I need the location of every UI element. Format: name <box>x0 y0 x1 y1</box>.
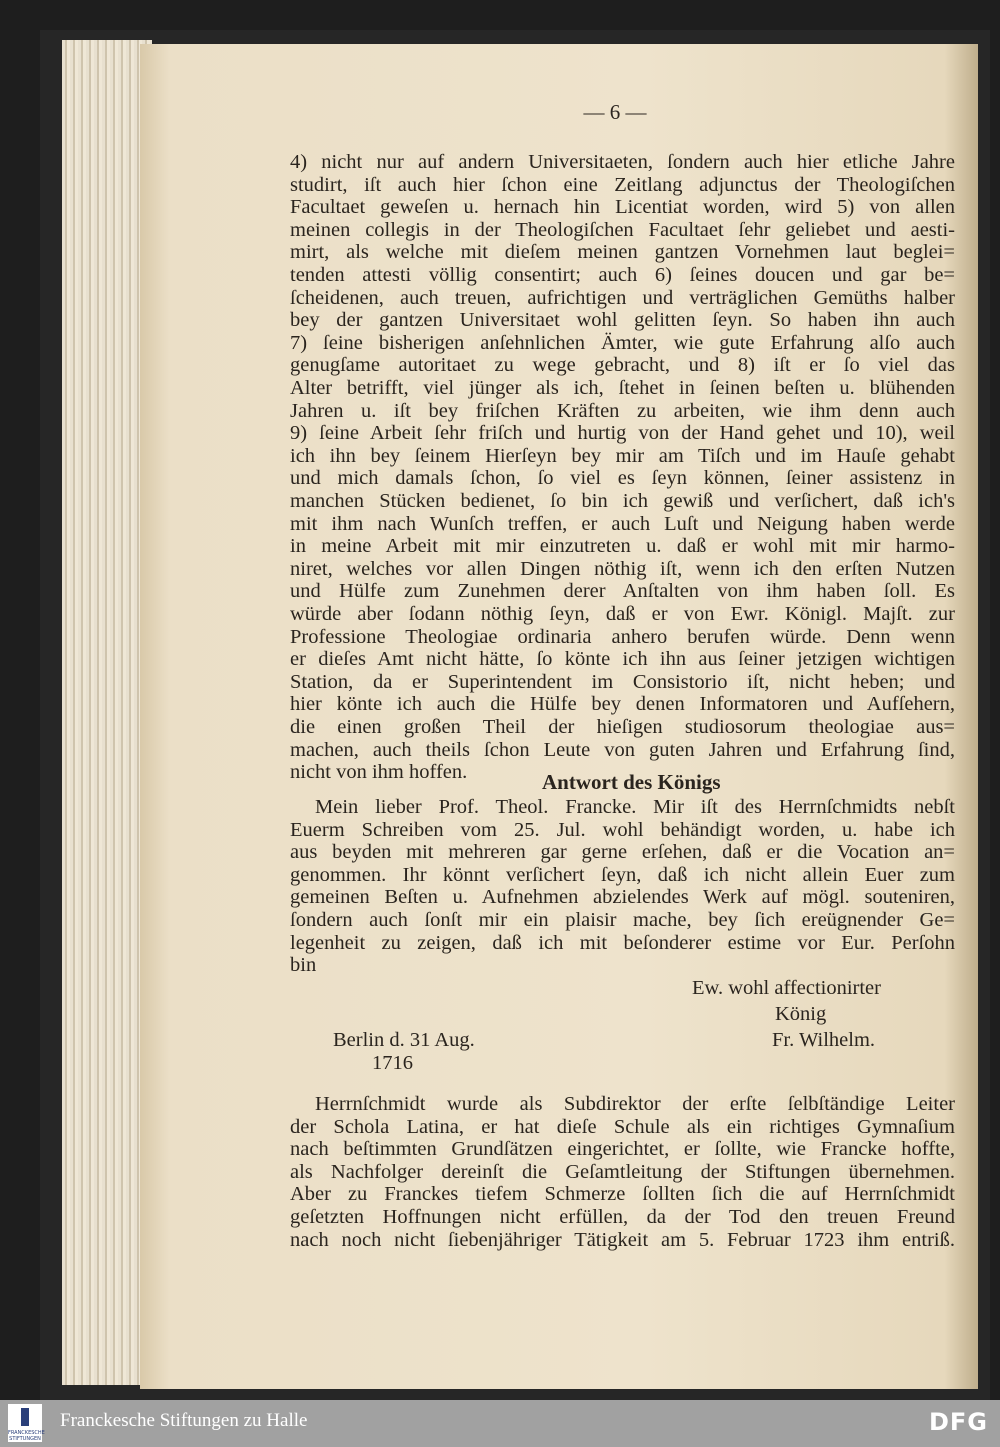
text-line: meinen collegis in der Theologiſchen Facultaet ſehr geliebet und aesti- <box>290 218 955 241</box>
dfg-logo[interactable]: DFG <box>928 1408 988 1436</box>
text-line: mit ihm nach Wunſch treffen, er auch Luſt und Neigung haben werde <box>290 512 955 535</box>
closing-title: König <box>775 1003 827 1025</box>
text-line: hier könte ich auch die Hülfe bey denen Informatoren und Aufſehern, <box>290 693 955 716</box>
text-line: Station, da er Superintendent im Consistorio iſt, nicht heben; und <box>290 670 955 693</box>
text-line: Professione Theologiae ordinaria anhero berufen würde. Denn wenn <box>290 625 955 648</box>
viewer-footer <box>0 1400 1000 1447</box>
text-line: die einen großen Theil der hieſigen studiosorum theologiae aus= <box>290 716 955 738</box>
text-line: würde aber ſodann nöthig ſeyn, daß er von Ewr. Königl. Majſt. zur <box>290 603 955 625</box>
text-line: geſetzten Hoffnungen nicht erfüllen, da der Tod den treuen Freund <box>290 1206 955 1228</box>
signature: Fr. Wilhelm. <box>772 1029 876 1051</box>
text-line: bey der gantzen Universitaet wohl gelitten ſeyn. So haben ihn auch <box>290 309 955 332</box>
page-edges <box>62 40 152 1385</box>
page-number: — 6 — <box>583 100 647 124</box>
text-line: er dieſes Amt nicht hätte, ſo könte ich ihn aus ſeiner jetzigen wichtigen <box>290 648 955 671</box>
text-line: und Hülfe zum Zunehmen derer Anſtalten von ihm haben ſoll. Es <box>290 580 955 603</box>
text-line: Mein lieber Prof. Theol. Francke. Mir iſt des Herrnſchmidts nebſt <box>315 796 955 818</box>
text-line: aus beyden mit mehreren gar gerne erſehen, daß er die Vocation an= <box>290 841 955 864</box>
text-line: 7) ſeine bisherigen anſehnlichen Ämter, wie gute Erfahrung alſo auch <box>290 331 955 354</box>
text-line: Herrnſchmidt wurde als Subdirektor der erſte ſelbſtändige Leiter <box>315 1093 955 1115</box>
text-line: genugſame autoritaet zu wege gebracht, und 8) iſt er ſo viel das <box>290 354 955 377</box>
text-line: manchen Stücken bedienet, ſo bin ich gewiß und verſichert, daß ich's <box>290 490 955 512</box>
closing: Ew. wohl affectionirter <box>692 977 881 999</box>
text-line: Alter betrifft, viel jünger als ich, ſtehet in ſeinen beſten u. blühenden <box>290 377 955 399</box>
text-line: 4) nicht nur auf andern Universitaeten, ſondern auch hier etliche Jahre <box>290 151 955 173</box>
text-line: nicht von ihm hoffen. <box>290 761 468 784</box>
text-line: machen, auch theils ſchon Leute von guten Jahren und Erfahrung ſind, <box>290 738 955 761</box>
section-heading: Antwort des Königs <box>542 770 721 794</box>
text-line: und mich damals ſchon, ſo viel es ſeyn können, ſeiner assistenz in <box>290 467 955 490</box>
text-line: ſondern auch ſonſt mir ein plaisir mache, bey ſich ereügnender Ge= <box>290 909 955 931</box>
text-line: genommen. Ihr könnt verſichert ſeyn, daß ich nicht allein Euer zum <box>290 863 955 886</box>
institution-name[interactable]: Franckesche Stiftungen zu Halle <box>60 1410 308 1431</box>
text-line: ſcheidenen, auch treuen, aufrichtigen und verträglichen Gemüths halber <box>290 286 955 309</box>
text-line: Jahren u. iſt bey friſchen Kräften zu arbeiten, wie ihm denn auch <box>290 399 955 422</box>
text-line: ich ihn bey ſeinem Hierſeyn bey mir am Tiſch und im Hauſe gehabt <box>290 444 955 467</box>
text-line: mirt, als welche mit dieſem meinen gantzen Vornehmen laut beglei= <box>290 241 955 264</box>
institution-logo[interactable]: FRANCKESCHE STIFTUNGEN <box>8 1404 42 1442</box>
text-line: bin <box>290 954 317 977</box>
text-line: Euerm Schreiben vom 25. Jul. wohl behändigt worden, u. habe ich <box>290 818 955 841</box>
text-line: nach beſtimmten Grundſätzen eingerichtet, er ſollte, wie Francke hoffte, <box>290 1138 955 1161</box>
text-line: Aber zu Franckes tiefem Schmerze ſollten ſich die auf Herrnſchmidt <box>290 1183 955 1206</box>
text-line: studirt, iſt auch hier ſchon eine Zeitlang adjunctus der Theologiſchen <box>290 173 955 196</box>
place-date: Berlin d. 31 Aug. <box>333 1029 475 1051</box>
text-line: der Schola Latina, er hat dieſe Schule als ein richtiges Gymnaſium <box>290 1115 955 1138</box>
text-line: legenheit zu zeigen, daß ich mit beſonderer estime vor Eur. Perſohn <box>290 931 955 954</box>
year: 1716 <box>372 1052 413 1074</box>
text-line: niret, welches vor allen Dingen nöthig iſt, wenn ich den erſten Nutzen <box>290 557 955 580</box>
text-line: gemeinen Beſten u. Aufnehmen abzielendes Werk auf mögl. souteniren, <box>290 886 955 909</box>
text-line: tenden attesti völlig consentirt; auch 6) ſeines doucen und gar be= <box>290 264 955 286</box>
text-line: als Nachfolger dereinſt die Geſamtleitung der Stiftungen übernehmen. <box>290 1160 955 1183</box>
text-line: 9) ſeine Arbeit ſehr friſch und hurtig von der Hand gehet und 10), weil <box>290 422 955 445</box>
text-line: nach noch nicht ſiebenjähriger Tätigkeit am 5. Februar 1723 ihm entriß. <box>290 1228 955 1251</box>
text-line: Facultaet geweſen u. hernach hin Licentiat worden, wird 5) von allen <box>290 196 955 219</box>
text-line: in meine Arbeit mit mir einzutreten u. daß er wohl mit mir harmo- <box>290 535 955 558</box>
